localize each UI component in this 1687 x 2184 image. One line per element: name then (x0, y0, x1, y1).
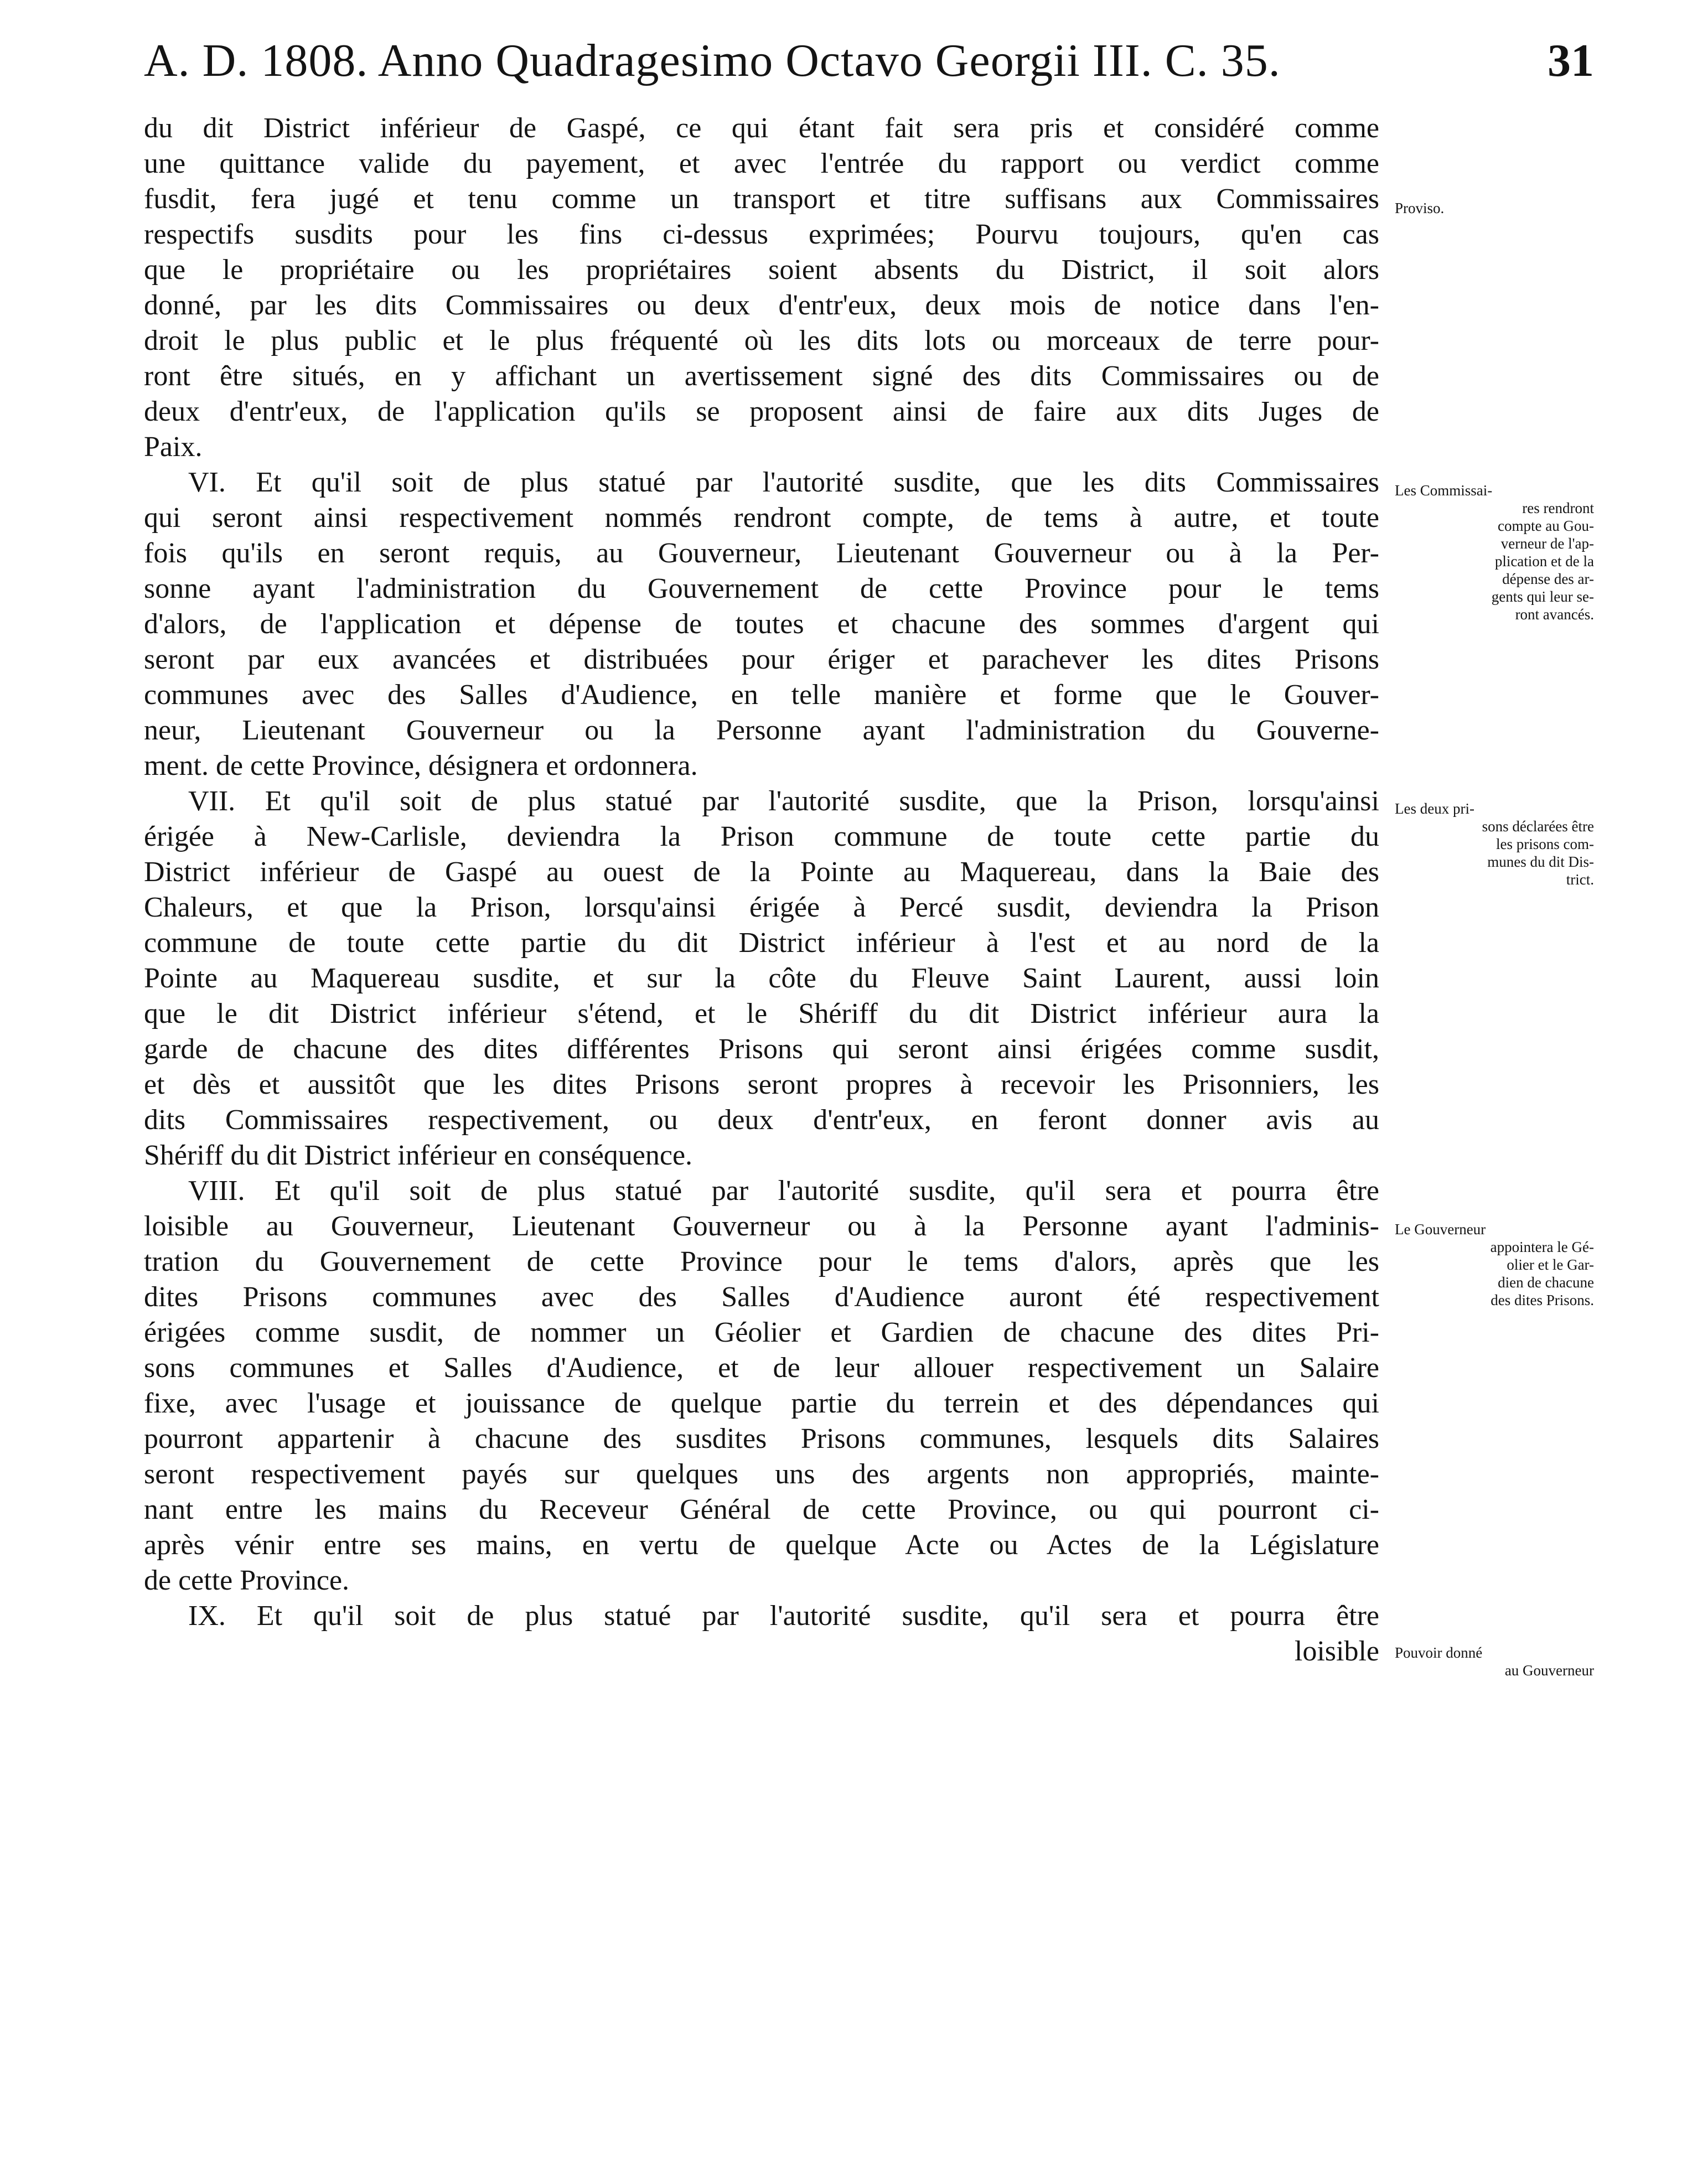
text-line: fusdit, fera jugé et tenu comme un transport et titre suffisans aux Commissaires (144, 183, 1379, 215)
text-line: communes avec des Salles d'Audience, en telle manière et forme que le Gouver- (144, 679, 1379, 711)
text-line: ront être situés, en y affichant un avertissement signé des dits Commissaires ou de (144, 360, 1379, 392)
text-line: seront par eux avancées et distribuées pour ériger et parachever les dites Prisons (144, 644, 1379, 675)
text-line: sons communes et Salles d'Audience, et de leur allouer respectivement un Salaire (144, 1352, 1379, 1384)
text-line: respectifs susdits pour les fins ci-dessus exprimées; Pourvu toujours, qu'en cas (144, 219, 1379, 250)
text-line: pourront appartenir à chacune des susdites Prisons communes, lesquels dits Salaires (144, 1423, 1379, 1455)
margin-note-line: dépense des ar- (1502, 571, 1594, 587)
text-line: VII. Et qu'il soit de plus statué par l'autorité susdite, que la Prison, lorsqu'ainsi (188, 785, 1379, 817)
text-line: District inférieur de Gaspé au ouest de la Pointe au Maquereau, dans la Baie des (144, 856, 1379, 888)
text-line: seront respectivement payés sur quelques uns des argents non appropriés, mainte- (144, 1458, 1379, 1490)
text-line: loisible (1294, 1636, 1379, 1667)
margin-note-line: sons déclarées être (1482, 818, 1594, 835)
text-line: Paix. (144, 431, 203, 463)
text-line: Shériff du dit District inférieur en conséquence. (144, 1140, 693, 1171)
text-line: érigées comme susdit, de nommer un Géolier et Gardien de chacune des dites Pri- (144, 1317, 1379, 1348)
margin-note-line: des dites Prisons. (1491, 1292, 1594, 1308)
margin-note-line: plication et de la (1494, 553, 1594, 570)
margin-note-line: appointera le Gé- (1490, 1239, 1594, 1255)
text-line: deux d'entr'eux, de l'application qu'ils se proposent ainsi de faire aux dits Juges de (144, 396, 1379, 427)
text-line: tration du Gouvernement de cette Province pour le tems d'alors, après que les (144, 1246, 1379, 1277)
text-line: Pointe au Maquereau susdite, et sur la côte du Fleuve Saint Laurent, aussi loin (144, 962, 1379, 994)
margin-note-line: gents qui leur se- (1491, 588, 1594, 605)
margin-note-line: dien de chacune (1498, 1274, 1594, 1291)
text-line: IX. Et qu'il soit de plus statué par l'autorité susdite, qu'il sera et pourra être (188, 1600, 1379, 1632)
text-line: ment. de cette Province, désignera et ordonnera. (144, 750, 698, 782)
text-line: loisible au Gouverneur, Lieutenant Gouverneur ou à la Personne ayant l'adminis- (144, 1210, 1379, 1242)
text-line: commune de toute cette partie du dit District inférieur à l'est et au nord de la (144, 927, 1379, 959)
margin-note-deux-prisons (1395, 800, 1594, 888)
text-line: Chaleurs, et que la Prison, lorsqu'ainsi érigée à Percé susdit, deviendra la Prison (144, 892, 1379, 923)
margin-note-proviso (1395, 199, 1594, 217)
margin-note-pouvoir (1395, 1644, 1594, 1679)
margin-note-line: les prisons com- (1496, 836, 1594, 852)
text-line: VIII. Et qu'il soit de plus statué par l'autorité susdite, qu'il sera et pourra être (188, 1175, 1379, 1207)
text-line: sonne ayant l'administration du Gouvernement de cette Province pour le tems (144, 573, 1379, 604)
text-line: fixe, avec l'usage et jouissance de quelque partie du terrein et des dépendances qui (144, 1388, 1379, 1419)
text-line: neur, Lieutenant Gouverneur ou la Personne ayant l'administration du Gouverne- (144, 715, 1379, 746)
text-line: droit le plus public et le plus fréquenté où les dits lots ou morceaux de terre pour- (144, 325, 1379, 356)
margin-note-line: munes du dit Dis- (1487, 853, 1594, 870)
margin-note-line: au Gouverneur (1504, 1662, 1594, 1679)
body-text (144, 111, 1379, 1669)
margin-note-line: verneur de l'ap- (1500, 535, 1594, 552)
text-line: qui seront ainsi respectivement nommés rendront compte, de tems à autre, et toute (144, 502, 1379, 534)
text-line: garde de chacune des dites différentes Prisons qui seront ainsi érigées comme susdit, (144, 1033, 1379, 1065)
margin-note-line: ront avancés. (1515, 606, 1594, 623)
margin-note-line: trict. (1566, 871, 1594, 888)
margin-note-line: Les deux pri- (1395, 800, 1474, 817)
text-line: que le propriétaire ou les propriétaires soient absents du District, il soit alors (144, 254, 1379, 286)
text-line: VI. Et qu'il soit de plus statué par l'autorité susdite, que les dits Commissaires (188, 467, 1379, 498)
text-line: fois qu'ils en seront requis, au Gouverneur, Lieutenant Gouverneur ou à la Per- (144, 537, 1379, 569)
margin-note-geolier (1395, 1220, 1594, 1309)
page-number: 31 (1548, 35, 1594, 86)
text-line: une quittance valide du payement, et avec l'entrée du rapport ou verdict comme (144, 148, 1379, 179)
margin-note-line: res rendront (1522, 500, 1594, 516)
text-line: et dès et aussitôt que les dites Prisons seront propres à recevoir les Prisonniers, les (144, 1069, 1379, 1100)
text-line: dites Prisons communes avec des Salles d'Audience auront été respectivement (144, 1281, 1379, 1313)
text-line: nant entre les mains du Receveur Général de cette Province, ou qui pourront ci- (144, 1494, 1379, 1525)
margin-note-line: Pouvoir donné (1395, 1644, 1483, 1661)
margin-note-line: Le Gouverneur (1395, 1221, 1486, 1238)
text-line: d'alors, de l'application et dépense de toutes et chacune des sommes d'argent qui (144, 608, 1379, 640)
text-line: après vénir entre ses mains, en vertu de quelque Acte ou Actes de la Législature (144, 1529, 1379, 1561)
text-line: du dit District inférieur de Gaspé, ce qui étant fait sera pris et considéré comme (144, 112, 1379, 144)
margin-note-line: Les Commissai- (1395, 482, 1493, 499)
margin-note-line: olier et le Gar- (1507, 1256, 1594, 1273)
margin-note-line: compte au Gou- (1498, 517, 1594, 534)
running-title: A. D. 1808. Anno Quadragesimo Octavo Georgii III. C. 35. (144, 35, 1281, 86)
text-line: de cette Province. (144, 1565, 350, 1596)
text-line: donné, par les dits Commissaires ou deux d'entr'eux, deux mois de notice dans l'en- (144, 289, 1379, 321)
margin-note-commissaires (1395, 482, 1594, 623)
text-line: que le dit District inférieur s'étend, et le Shériff du dit District inférieur aura la (144, 998, 1379, 1029)
margin-note-line: Proviso. (1395, 200, 1445, 216)
text-line: érigée à New-Carlisle, deviendra la Prison commune de toute cette partie du (144, 821, 1379, 852)
text-line: dits Commissaires respectivement, ou deux d'entr'eux, en feront donner avis au (144, 1104, 1379, 1136)
